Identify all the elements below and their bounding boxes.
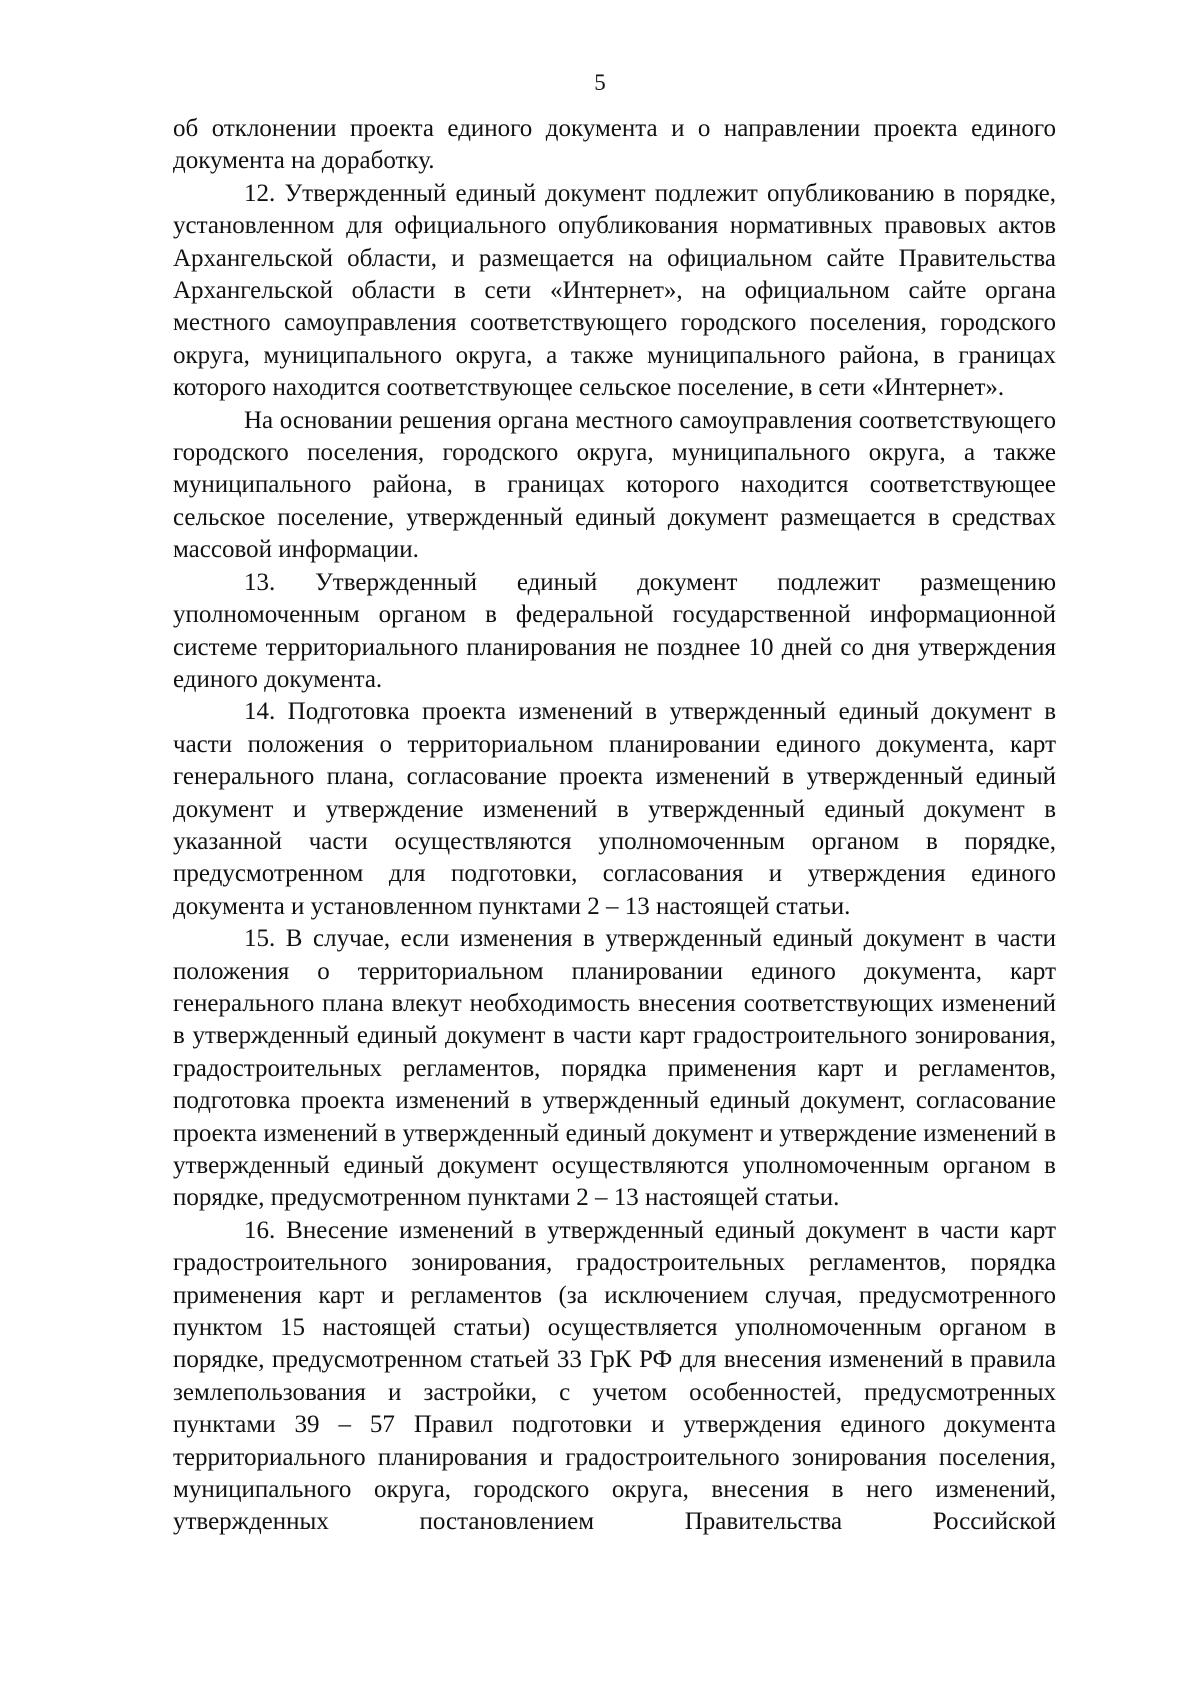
paragraph-item-12: 12. Утвержденный единый документ подлежит опубликованию в порядке, установленном для официального опубликования нормативных правовых актов Архангельской области, и размещается на официальном сайте Правительства Архангельской области в сети «Интернет», на официальном сайте органа местного самоуправления соответствующего городского поселения, городского округа, муниципального округа, а также муниципального района, в границах которого находится соответствующее сельское поселение, в сети «Интернет». bbox=[173, 179, 1056, 402]
paragraph-item-13: 13. Утвержденный единый документ подлежит размещению уполномоченным органом в федеральной государственной информационной системе территориального планирования не позднее 10 дней со дня утверждения единого документа. bbox=[173, 568, 1056, 693]
document-body bbox=[173, 113, 1056, 1539]
paragraph-item-15: 15. В случае, если изменения в утвержденный единый документ в части положения о территориальном планировании единого документа, карт генерального плана влекут необходимость внесения соответствующих изменений в утвержденный единый документ в части карт градостроительного зонирования, градостроительных регламентов, порядка применения карт и регламентов, подготовка проекта изменений в утвержденный единый документ, согласование проекта изменений в утвержденный единый документ и утверждение изменений в утвержденный единый документ осуществляются уполномоченным органом в порядке, предусмотренном пунктами 2 – 13 настоящей статьи. bbox=[173, 925, 1056, 1212]
page-number: 5 bbox=[594, 70, 606, 95]
paragraph-item-12-media: На основании решения органа местного самоуправления соответствующего городского поселения, городского округа, муниципального округа, а также муниципального района, в границах которого находится соответствующее сельское поселение, утвержденный единый документ размещается в средствах массовой информации. bbox=[173, 406, 1056, 564]
paragraph-item-16: 16. Внесение изменений в утвержденный единый документ в части карт градостроительного зонирования, градостроительных регламентов, порядка применения карт и регламентов (за исключением случая, предусмотренного пунктом 15 настоящей статьи) осуществляется уполномоченным органом в порядке, предусмотренном статьей 33 ГрК РФ для внесения изменений в правила землепользования и застройки, с учетом особенностей, предусмотренных пунктами 39 – 57 Правил подготовки и утверждения единого документа территориального планирования и градостроительного зонирования поселения, муниципального округа, городского округа, внесения в него изменений, утвержденных постановлением Правительства Российской bbox=[173, 1216, 1056, 1536]
paragraph-continuation: об отклонении проекта единого документа и о направлении проекта единого документа на доработку. bbox=[173, 115, 1056, 175]
paragraph-item-14: 14. Подготовка проекта изменений в утвержденный единый документ в части положения о территориальном планировании единого документа, карт генерального плана, согласование проекта изменений в утвержденный единый документ и утверждение изменений в утвержденный единый документ в указанной части осуществляются уполномоченным органом в порядке, предусмотренном для подготовки, согласования и утверждения единого документа и установленном пунктами 2 – 13 настоящей статьи. bbox=[173, 698, 1056, 920]
